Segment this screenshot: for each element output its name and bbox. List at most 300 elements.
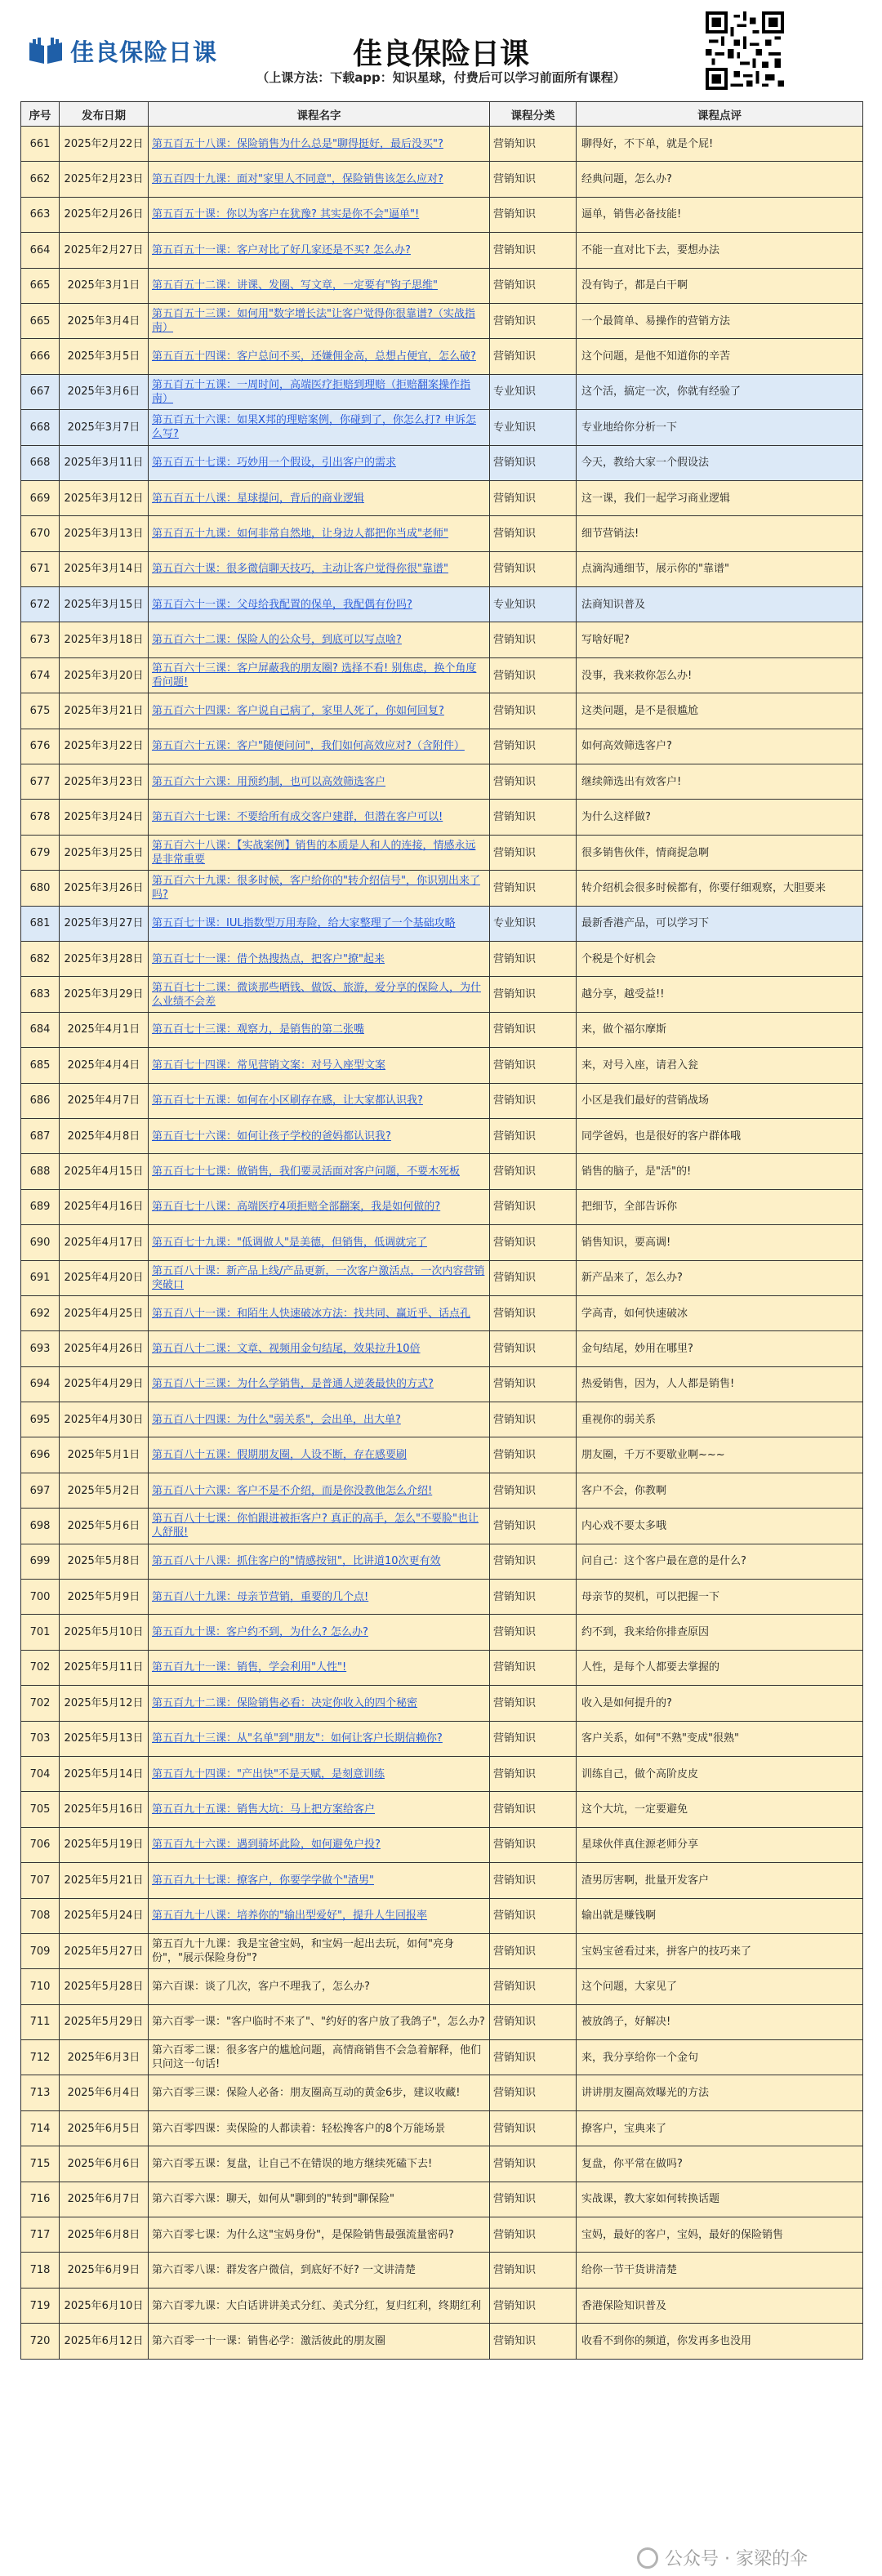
course-title: 第六百零四课：卖保险的人都读着：轻松搀客户的8个万能场景 — [152, 2122, 446, 2135]
table-row — [21, 1225, 863, 1260]
row-comment: 这类问题，是不是很尴尬 — [577, 693, 863, 729]
row-date: 2025年3月4日 — [60, 303, 149, 338]
row-date: 2025年4月4日 — [60, 1048, 149, 1083]
table-row — [21, 1154, 863, 1189]
row-date: 2025年3月28日 — [60, 941, 149, 976]
table-row — [21, 622, 863, 657]
row-date: 2025年6月9日 — [60, 2253, 149, 2288]
row-number: 675 — [21, 693, 60, 729]
row-category: 营销知识 — [490, 977, 577, 1012]
row-number: 683 — [21, 977, 60, 1012]
row-course-name — [149, 764, 490, 800]
row-number: 665 — [21, 303, 60, 338]
row-number: 677 — [21, 764, 60, 800]
row-date: 2025年4月8日 — [60, 1118, 149, 1153]
row-comment: 星球伙伴真住源老师分享 — [577, 1827, 863, 1862]
row-date: 2025年4月15日 — [60, 1154, 149, 1189]
row-date: 2025年6月6日 — [60, 2146, 149, 2182]
table-row — [21, 764, 863, 800]
course-link[interactable]: 第五百六十三课：客户屏蔽我的朋友圈? 选择不看! 别焦虑，换个角度看问题! — [152, 662, 477, 689]
row-number: 718 — [21, 2253, 60, 2288]
table-row — [21, 977, 863, 1012]
course-link[interactable]: 第五百六十九课：很多时候，客户给你的"转介绍信号"，你识别出来了吗? — [152, 875, 480, 902]
course-link[interactable]: 第五百九十八课：培养你的"输出型爱好"，提升人生回报率 — [152, 1910, 427, 1923]
row-number: 695 — [21, 1402, 60, 1437]
table-row — [21, 480, 863, 515]
row-category: 营销知识 — [490, 1969, 577, 2004]
row-date: 2025年4月17日 — [60, 1225, 149, 1260]
row-category: 营销知识 — [490, 835, 577, 870]
row-date: 2025年4月1日 — [60, 1012, 149, 1047]
course-link[interactable]: 第五百八十九课：母亲节营销，重要的几个点! — [152, 1590, 369, 1603]
table-row — [21, 2040, 863, 2075]
row-category: 营销知识 — [490, 1650, 577, 1685]
course-link[interactable]: 第五百七十三课：观察力，是销售的第二张嘴 — [152, 1023, 365, 1036]
row-category: 营销知识 — [490, 1792, 577, 1827]
row-number: 709 — [21, 1933, 60, 1968]
row-course-name — [149, 197, 490, 232]
course-title: 第六百零六课：聊天，如何从"聊到的"转到"聊保险" — [152, 2193, 394, 2206]
row-number: 703 — [21, 1721, 60, 1756]
row-comment: 训练自己，做个高阶皮皮 — [577, 1756, 863, 1791]
row-date: 2025年3月13日 — [60, 516, 149, 551]
row-number: 712 — [21, 2040, 60, 2075]
course-link[interactable]: 第五百五十七课：巧妙用一个假设，引出客户的需求 — [152, 457, 397, 470]
row-course-name — [149, 977, 490, 1012]
row-comment: 一个最简单、易操作的营销方法 — [577, 303, 863, 338]
course-link[interactable]: 第五百九十二课：保险销售必看：决定你收入的四个秘密 — [152, 1696, 418, 1709]
row-number: 692 — [21, 1295, 60, 1330]
course-link[interactable]: 第五百九十七课：撩客户，你要学学做个"渣男" — [152, 1874, 374, 1887]
row-course-name — [149, 410, 490, 445]
row-course-name — [149, 1118, 490, 1153]
row-number: 696 — [21, 1437, 60, 1473]
row-number: 688 — [21, 1154, 60, 1189]
row-date: 2025年2月26日 — [60, 197, 149, 232]
course-link[interactable]: 第五百五十八课：保险销售为什么总是"聊得挺好，最后没买"? — [152, 137, 443, 150]
row-course-name — [149, 1756, 490, 1791]
row-number: 702 — [21, 1686, 60, 1721]
row-comment: 销售的脑子，是"活"的! — [577, 1154, 863, 1189]
row-category: 营销知识 — [490, 445, 577, 480]
row-date: 2025年6月4日 — [60, 2075, 149, 2110]
row-comment: 这个大坑，一定要避免 — [577, 1792, 863, 1827]
row-number: 680 — [21, 871, 60, 906]
row-category: 营销知识 — [490, 657, 577, 693]
table-row — [21, 1721, 863, 1756]
row-number: 672 — [21, 587, 60, 622]
row-course-name — [149, 622, 490, 657]
row-category: 营销知识 — [490, 1331, 577, 1366]
course-link[interactable]: 第五百七十九课："低调做人"是美德，但销售，低调就完了 — [152, 1236, 427, 1249]
course-link[interactable]: 第五百五十九课：如何非常自然地，让身边人都把你当成"老师" — [152, 527, 448, 540]
row-date: 2025年3月18日 — [60, 622, 149, 657]
row-date: 2025年3月21日 — [60, 693, 149, 729]
table-row — [21, 2217, 863, 2253]
row-number: 715 — [21, 2146, 60, 2182]
course-link[interactable]: 第五百八十一课：和陌生人快速破冰方法：找共同、赢近乎、话点孔 — [152, 1307, 471, 1320]
row-category: 营销知识 — [490, 693, 577, 729]
course-link[interactable]: 第五百九十课：客户约不到，为什么? 怎么办? — [152, 1626, 368, 1639]
table-row — [21, 1580, 863, 1615]
row-comment: 宝妈宝爸看过来，拼客户的技巧来了 — [577, 1933, 863, 1968]
row-date: 2025年5月29日 — [60, 2004, 149, 2039]
course-link[interactable]: 第五百八十五课：假期朋友圈，人设不断，存在感要刷 — [152, 1449, 408, 1462]
course-link[interactable]: 第五百五十二课：讲课、发圈、写文章，一定要有"钩子思维" — [152, 279, 438, 292]
course-link[interactable]: 第五百五十课：你以为客户在犹豫? 其实是你不会"逼单"! — [152, 208, 420, 221]
row-course-name — [149, 1012, 490, 1047]
row-date: 2025年4月20日 — [60, 1260, 149, 1295]
row-comment: 新产品来了，怎么办? — [577, 1260, 863, 1295]
course-link[interactable]: 第五百六十八课：【实战案例】销售的本质是人和人的连接，情感永远是非常重要 — [152, 840, 476, 866]
row-number: 678 — [21, 800, 60, 835]
row-category: 营销知识 — [490, 1933, 577, 1968]
table-row — [21, 1863, 863, 1898]
row-date: 2025年5月21日 — [60, 1863, 149, 1898]
course-link[interactable]: 第五百八十四课：为什么"弱关系"，会出单，出大单? — [152, 1413, 401, 1426]
row-number: 669 — [21, 480, 60, 515]
row-category: 营销知识 — [490, 2040, 577, 2075]
row-date: 2025年4月29日 — [60, 1366, 149, 1402]
row-course-name — [149, 1544, 490, 1579]
row-comment: 收看不到你的频道，你发再多也没用 — [577, 2324, 863, 2359]
row-course-name — [149, 1509, 490, 1544]
row-category: 营销知识 — [490, 1366, 577, 1402]
page-header — [0, 0, 882, 96]
row-comment: 撩客户，宝典来了 — [577, 2110, 863, 2146]
row-date: 2025年3月11日 — [60, 445, 149, 480]
row-course-name — [149, 233, 490, 268]
course-table-wrapper — [20, 101, 862, 2360]
row-comment: 人性，是每个人都要去掌握的 — [577, 1650, 863, 1685]
course-title: 第六百零二课：很多客户的尴尬问题，高情商销售不会急着解释，他们只问这一句话! — [152, 2044, 482, 2071]
row-date: 2025年3月26日 — [60, 871, 149, 906]
row-date: 2025年5月19日 — [60, 1827, 149, 1862]
row-date: 2025年2月23日 — [60, 162, 149, 197]
row-course-name — [149, 516, 490, 551]
page-subtitle: （上课方法：下载app：知识星球，付费后可以学习前面所有课程） — [256, 70, 626, 85]
row-category: 营销知识 — [490, 1721, 577, 1756]
row-comment: 转介绍机会很多时候都有，你要仔细观察，大胆要来 — [577, 871, 863, 906]
row-category: 营销知识 — [490, 339, 577, 374]
row-category: 营销知识 — [490, 480, 577, 515]
table-row — [21, 1473, 863, 1508]
row-date: 2025年5月8日 — [60, 1544, 149, 1579]
row-category: 营销知识 — [490, 2146, 577, 2182]
row-course-name — [149, 2004, 490, 2039]
row-number: 686 — [21, 1083, 60, 1118]
row-comment: 个税是个好机会 — [577, 941, 863, 976]
row-date: 2025年3月27日 — [60, 906, 149, 941]
row-category: 营销知识 — [490, 2004, 577, 2039]
course-title: 第六百零八课：群发客户微信，到底好不好? 一文讲清楚 — [152, 2264, 416, 2277]
table-row — [21, 941, 863, 976]
row-comment: 这一课，我们一起学习商业逻辑 — [577, 480, 863, 515]
table-row — [21, 2075, 863, 2110]
row-category: 营销知识 — [490, 1295, 577, 1330]
row-course-name — [149, 1686, 490, 1721]
row-date: 2025年4月26日 — [60, 1331, 149, 1366]
row-comment: 如何高效筛选客户? — [577, 729, 863, 764]
course-link[interactable]: 第五百八十三课：为什么学销售，是普通人逆袭最快的方式? — [152, 1378, 434, 1391]
qr-code-icon[interactable] — [706, 11, 784, 90]
column-header-category: 课程分类 — [490, 102, 577, 127]
row-comment: 继续筛选出有效客户! — [577, 764, 863, 800]
row-course-name — [149, 1048, 490, 1083]
row-comment: 被放鸽子，好解决! — [577, 2004, 863, 2039]
row-course-name — [149, 1580, 490, 1615]
row-number: 701 — [21, 1615, 60, 1650]
row-number: 679 — [21, 835, 60, 870]
row-number: 664 — [21, 233, 60, 268]
course-link[interactable]: 第五百九十五课：销售大坑：马上把方案给客户 — [152, 1803, 376, 1816]
table-row — [21, 2004, 863, 2039]
row-date: 2025年2月27日 — [60, 233, 149, 268]
row-number: 693 — [21, 1331, 60, 1366]
row-number: 671 — [21, 551, 60, 586]
table-row — [21, 729, 863, 764]
row-date: 2025年4月7日 — [60, 1083, 149, 1118]
table-row — [21, 1792, 863, 1827]
column-header-no: 序号 — [21, 102, 60, 127]
row-comment: 这个活，搞定一次，你就有经验了 — [577, 374, 863, 409]
row-number: 710 — [21, 1969, 60, 2004]
course-title: 第六百零九课：大白话讲讲美式分红、美式分红，复归红利，终期红利 — [152, 2299, 482, 2312]
row-course-name — [149, 1295, 490, 1330]
row-course-name — [149, 445, 490, 480]
row-category: 营销知识 — [490, 800, 577, 835]
table-row — [21, 1402, 863, 1437]
table-row — [21, 1509, 863, 1544]
row-course-name — [149, 1969, 490, 2004]
row-date: 2025年5月6日 — [60, 1509, 149, 1544]
row-category: 营销知识 — [490, 2075, 577, 2110]
course-link[interactable]: 第五百五十六课：如果X邦的理赔案例，你碰到了，你怎么打? 申诉怎么写? — [152, 414, 476, 441]
row-comment: 没事，我来救你怎么办! — [577, 657, 863, 693]
table-row — [21, 1012, 863, 1047]
row-comment: 销售知识，要高调! — [577, 1225, 863, 1260]
row-course-name — [149, 1827, 490, 1862]
course-link[interactable]: 第五百六十四课：客户说自己病了，家里人死了，你如何回复? — [152, 704, 444, 717]
row-course-name — [149, 2110, 490, 2146]
row-date: 2025年3月24日 — [60, 800, 149, 835]
row-comment: 给你一节干货讲清楚 — [577, 2253, 863, 2288]
row-course-name — [149, 1721, 490, 1756]
row-category: 营销知识 — [490, 1827, 577, 1862]
row-category: 营销知识 — [490, 2110, 577, 2146]
row-course-name — [149, 268, 490, 303]
row-number: 706 — [21, 1827, 60, 1862]
course-link[interactable]: 第五百七十八课：高端医疗4项拒赔全部翻案，我是如何做的? — [152, 1201, 441, 1214]
course-link[interactable]: 第五百七十五课：如何在小区刷存在感，让大家都认识我? — [152, 1094, 423, 1108]
row-number: 714 — [21, 2110, 60, 2146]
row-date: 2025年4月16日 — [60, 1189, 149, 1224]
row-number: 673 — [21, 622, 60, 657]
row-number: 720 — [21, 2324, 60, 2359]
row-number: 663 — [21, 197, 60, 232]
table-row — [21, 551, 863, 586]
row-category: 营销知识 — [490, 1189, 577, 1224]
row-comment: 为什么这样做? — [577, 800, 863, 835]
row-comment: 同学爸妈，也是很好的客户群体哦 — [577, 1118, 863, 1153]
row-number: 707 — [21, 1863, 60, 1898]
row-number: 666 — [21, 339, 60, 374]
table-row — [21, 2253, 863, 2288]
row-number: 667 — [21, 374, 60, 409]
course-link[interactable]: 第五百四十九课：面对"家里人不同意"，保险销售该怎么应对? — [152, 173, 443, 186]
row-comment: 渣男厉害啊，批量开发客户 — [577, 1863, 863, 1898]
course-link[interactable]: 第五百六十二课：保险人的公众号，到底可以写点啥? — [152, 634, 402, 647]
row-category: 专业知识 — [490, 374, 577, 409]
row-date: 2025年6月12日 — [60, 2324, 149, 2359]
table-row — [21, 2146, 863, 2182]
course-link[interactable]: 第五百七十六课：如何让孩子学校的爸妈都认识我? — [152, 1130, 391, 1143]
row-category: 营销知识 — [490, 162, 577, 197]
row-category: 营销知识 — [490, 127, 577, 162]
row-category: 营销知识 — [490, 622, 577, 657]
row-comment: 香港保险知识普及 — [577, 2288, 863, 2323]
row-category: 营销知识 — [490, 268, 577, 303]
course-title: 第六百零三课：保险人必备：朋友圈高互动的黄金6步，建议收藏! — [152, 2087, 461, 2100]
row-date: 2025年3月23日 — [60, 764, 149, 800]
table-row — [21, 1898, 863, 1933]
row-course-name — [149, 1331, 490, 1366]
course-link[interactable]: 第五百五十三课：如何用"数字增长法"让客户觉得你很靠谱?（实战指南） — [152, 308, 475, 335]
row-number: 699 — [21, 1544, 60, 1579]
row-course-name — [149, 1650, 490, 1685]
row-course-name — [149, 2217, 490, 2253]
column-header-name: 课程名字 — [149, 102, 490, 127]
row-category: 营销知识 — [490, 1615, 577, 1650]
row-comment: 金句结尾，妙用在哪里? — [577, 1331, 863, 1366]
row-category: 营销知识 — [490, 2182, 577, 2217]
row-comment: 复盘，你平常在做吗? — [577, 2146, 863, 2182]
table-row — [21, 1933, 863, 1968]
course-link[interactable]: 第五百七十二课：微谈那些晒钱、做饭、旅游，爱分享的保险人，为什么业绩不会差 — [152, 981, 482, 1008]
course-link[interactable]: 第五百九十三课：从"名单"到"朋友"：如何让客户长期信赖你? — [152, 1732, 443, 1745]
course-link[interactable]: 第五百八十六课：客户不是不介绍，而是你没教他怎么介绍! — [152, 1484, 433, 1497]
row-course-name — [149, 2324, 490, 2359]
course-link[interactable]: 第五百八十二课：文章、视频用金句结尾，效果拉升10倍 — [152, 1342, 421, 1355]
course-title: 第六百零一十一课：销售必学：激活彼此的朋友圈 — [152, 2334, 386, 2347]
course-link[interactable]: 第五百七十课：IUL指数型万用寿险，给大家整理了一个基础攻略 — [152, 917, 456, 930]
row-number: 674 — [21, 657, 60, 693]
row-category: 营销知识 — [490, 1686, 577, 1721]
table-row — [21, 693, 863, 729]
table-row — [21, 1260, 863, 1295]
row-date: 2025年4月30日 — [60, 1402, 149, 1437]
row-comment: 经典问题，怎么办? — [577, 162, 863, 197]
row-course-name — [149, 2253, 490, 2288]
course-link[interactable]: 第五百五十八课：星球提问，背后的商业逻辑 — [152, 492, 365, 505]
row-number: 705 — [21, 1792, 60, 1827]
course-link[interactable]: 第五百九十四课："产出快"不是天赋，是刻意训练 — [152, 1767, 385, 1780]
course-link[interactable]: 第五百六十五课：客户"随便问问"，我们如何高效应对?（含附件） — [152, 740, 465, 753]
row-comment: 不能一直对比下去，要想办法 — [577, 233, 863, 268]
row-number: 689 — [21, 1189, 60, 1224]
table-row — [21, 268, 863, 303]
table-row — [21, 1686, 863, 1721]
course-title: 第五百九十九课：我是宝爸宝妈，和宝妈一起出去玩，如何"亮身份"，"展示保险身份"? — [152, 1938, 454, 1965]
column-header-date: 发布日期 — [60, 102, 149, 127]
row-comment: 内心戏不要太多哦 — [577, 1509, 863, 1544]
course-link[interactable]: 第五百九十六课：遇到骑坏此险，如何避免户投? — [152, 1838, 381, 1852]
course-link[interactable]: 第五百八十八课：抓住客户的"情感按钮"，比讲道10次更有效 — [152, 1555, 441, 1568]
row-category: 营销知识 — [490, 1437, 577, 1473]
table-row — [21, 2288, 863, 2323]
table-row — [21, 1544, 863, 1579]
row-number: 676 — [21, 729, 60, 764]
course-link[interactable]: 第五百七十七课：做销售，我们要灵活面对客户问题，不要木死板 — [152, 1165, 461, 1179]
row-number: 713 — [21, 2075, 60, 2110]
row-comment: 聊得好，不下单，就是个屁! — [577, 127, 863, 162]
course-link[interactable]: 第五百五十一课：客户对比了好几家还是不买? 怎么办? — [152, 243, 411, 256]
row-course-name — [149, 657, 490, 693]
row-course-name — [149, 480, 490, 515]
row-category: 营销知识 — [490, 1260, 577, 1295]
row-comment: 专业地给你分析一下 — [577, 410, 863, 445]
row-category: 营销知识 — [490, 516, 577, 551]
row-category: 营销知识 — [490, 1012, 577, 1047]
course-link[interactable]: 第五百八十课：新产品上线/产品更新，一次客户激活点，一次内容营销突破口 — [152, 1264, 485, 1291]
row-comment: 法商知识普及 — [577, 587, 863, 622]
row-number: 665 — [21, 268, 60, 303]
row-date: 2025年5月10日 — [60, 1615, 149, 1650]
row-course-name — [149, 1898, 490, 1933]
course-link[interactable]: 第五百九十一课：销售，学会利用"人性"! — [152, 1661, 347, 1674]
row-category: 营销知识 — [490, 1083, 577, 1118]
row-category: 营销知识 — [490, 1898, 577, 1933]
row-course-name — [149, 906, 490, 941]
row-number: 684 — [21, 1012, 60, 1047]
course-link[interactable]: 第五百六十七课：不要给所有成交客户建群，但潜在客户可以! — [152, 811, 443, 824]
table-body — [21, 127, 863, 2360]
row-course-name — [149, 1473, 490, 1508]
course-link[interactable]: 第五百七十四课：常见营销文案：对号入座型文案 — [152, 1058, 386, 1072]
row-course-name — [149, 2075, 490, 2110]
course-link[interactable]: 第五百八十七课：你怕跟进被拒客户? 真正的高手，怎么"不要脸"也让人舒服! — [152, 1513, 479, 1540]
row-comment: 客户不会，你教啊 — [577, 1473, 863, 1508]
table-row — [21, 587, 863, 622]
row-number: 668 — [21, 410, 60, 445]
course-link[interactable]: 第五百六十六课：用预约制，也可以高效筛选客户 — [152, 775, 386, 788]
row-number: 662 — [21, 162, 60, 197]
course-link[interactable]: 第五百六十课：很多微信聊天技巧，主动让客户觉得你很"靠谱" — [152, 563, 448, 576]
table-row — [21, 2324, 863, 2359]
row-number: 700 — [21, 1580, 60, 1615]
course-link[interactable]: 第五百五十四课：客户总问不买，还嫌佣金高，总想占便宜，怎么破? — [152, 350, 476, 363]
row-comment: 逼单，销售必备技能! — [577, 197, 863, 232]
row-date: 2025年5月2日 — [60, 1473, 149, 1508]
row-category: 营销知识 — [490, 1118, 577, 1153]
row-course-name — [149, 1437, 490, 1473]
row-category: 营销知识 — [490, 871, 577, 906]
row-course-name — [149, 1154, 490, 1189]
row-number: 670 — [21, 516, 60, 551]
course-link[interactable]: 第五百五十五课：一周时间，高端医疗拒赔到理赔（拒赔翻案操作指南） — [152, 378, 471, 405]
row-comment: 朋友圈，千万不要歇业啊~~~ — [577, 1437, 863, 1473]
course-link[interactable]: 第五百六十一课：父母给我配置的保单，我配偶有份吗? — [152, 598, 412, 611]
row-course-name — [149, 1615, 490, 1650]
course-link[interactable]: 第五百七十一课：借个热搜热点，把客户"撩"起来 — [152, 952, 385, 965]
row-course-name — [149, 303, 490, 338]
row-date: 2025年5月9日 — [60, 1580, 149, 1615]
table-row — [21, 835, 863, 870]
watermark-text: 公众号 · 家梁的伞 — [665, 2549, 808, 2569]
row-comment: 没有钩子，都是白干啊 — [577, 268, 863, 303]
row-comment: 细节营销法! — [577, 516, 863, 551]
row-date: 2025年5月27日 — [60, 1933, 149, 1968]
